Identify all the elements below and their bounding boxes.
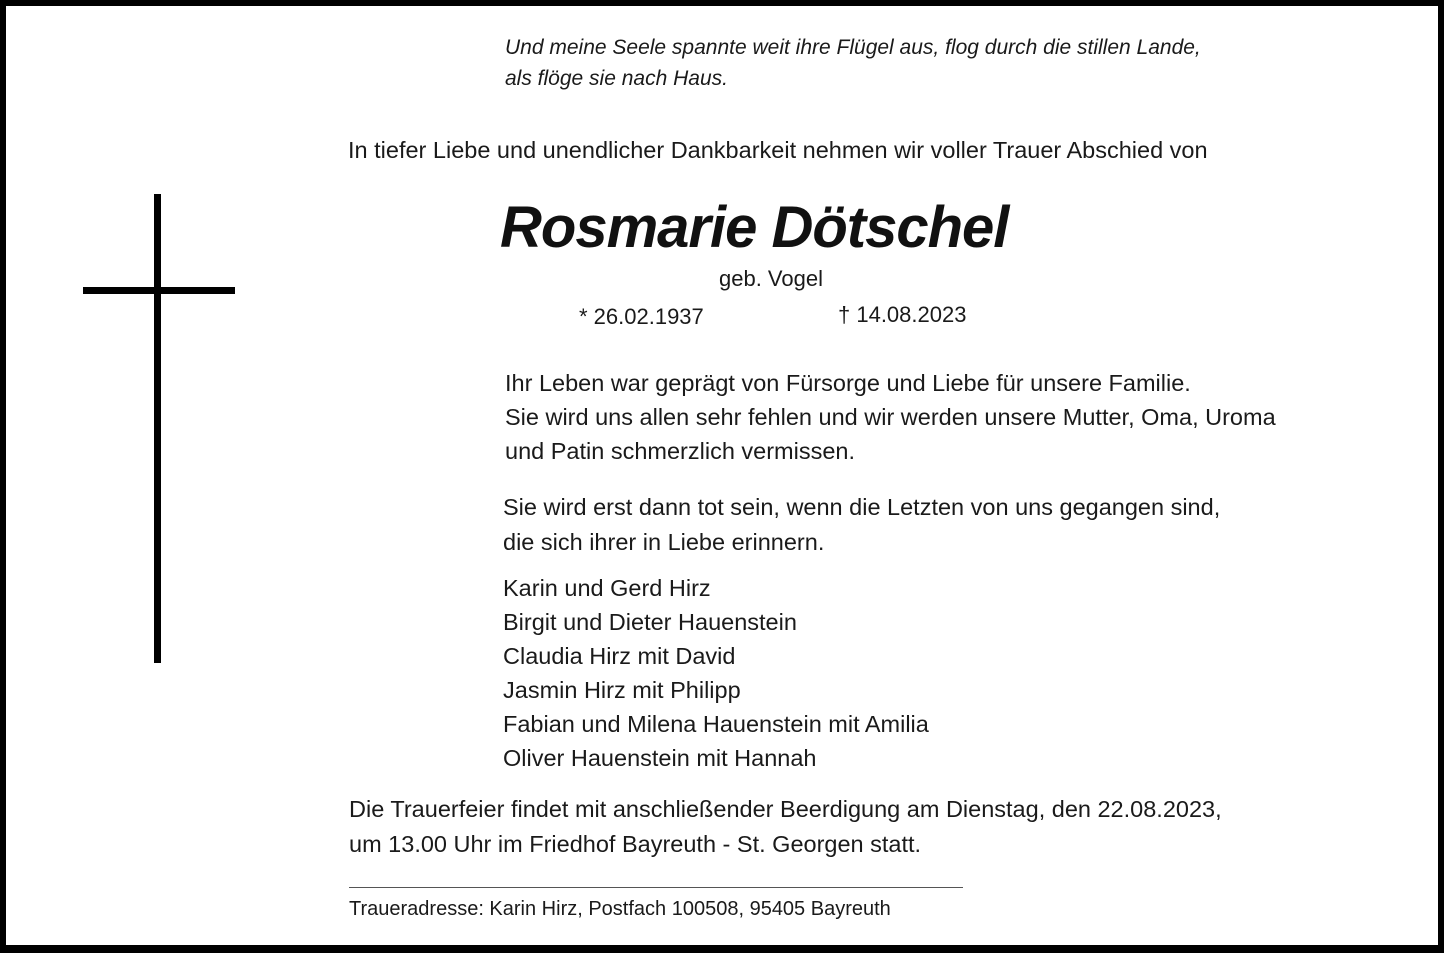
mourner-name: Fabian und Milena Hauenstein mit Amilia xyxy=(503,711,929,737)
remembrance-line: Sie wird erst dann tot sein, wenn die Letzten von uns gegangen sind, xyxy=(503,494,1221,520)
intro-text: In tiefer Liebe und unendlicher Dankbarkeit nehmen wir voller Trauer Abschied von xyxy=(348,137,1208,163)
tribute-paragraph xyxy=(505,366,1276,468)
tribute-line: Sie wird uns allen sehr fehlen und wir werden unsere Mutter, Oma, Uroma xyxy=(505,404,1276,430)
birth-date: * 26.02.1937 xyxy=(579,304,704,329)
mourner-name: Karin und Gerd Hirz xyxy=(503,575,711,601)
tribute-line: und Patin schmerzlich vermissen. xyxy=(505,438,856,464)
remembrance-paragraph xyxy=(503,490,1220,560)
mourner-name: Oliver Hauenstein mit Hannah xyxy=(503,745,817,771)
divider-line xyxy=(349,887,963,888)
ceremony-line: um 13.00 Uhr im Friedhof Bayreuth - St. Georgen statt. xyxy=(349,831,922,857)
death-date: † 14.08.2023 xyxy=(838,302,967,327)
cross-vertical-bar xyxy=(154,194,161,663)
ceremony-info xyxy=(349,792,1222,862)
quote-line: Und meine Seele spannte weit ihre Flügel aus, flog durch die stillen Lande, xyxy=(505,36,1201,59)
mourner-name: Birgit und Dieter Hauenstein xyxy=(503,609,797,635)
cross-horizontal-bar xyxy=(83,287,235,294)
mourner-name: Claudia Hirz mit David xyxy=(503,643,736,669)
mourner-name: Jasmin Hirz mit Philipp xyxy=(503,677,741,703)
epigraph-quote xyxy=(505,32,1201,94)
mourning-address: Traueradresse: Karin Hirz, Postfach 100508, 95405 Bayreuth xyxy=(349,898,891,920)
tribute-line: Ihr Leben war geprägt von Fürsorge und Liebe für unsere Familie. xyxy=(505,370,1191,396)
maiden-name: geb. Vogel xyxy=(719,266,823,291)
quote-line: als flöge sie nach Haus. xyxy=(505,67,728,90)
remembrance-line: die sich ihrer in Liebe erinnern. xyxy=(503,529,825,555)
mourners-list xyxy=(503,571,929,775)
ceremony-line: Die Trauerfeier findet mit anschließender Beerdigung am Dienstag, den 22.08.2023, xyxy=(349,796,1222,822)
deceased-name: Rosmarie Dötschel xyxy=(500,195,1009,260)
